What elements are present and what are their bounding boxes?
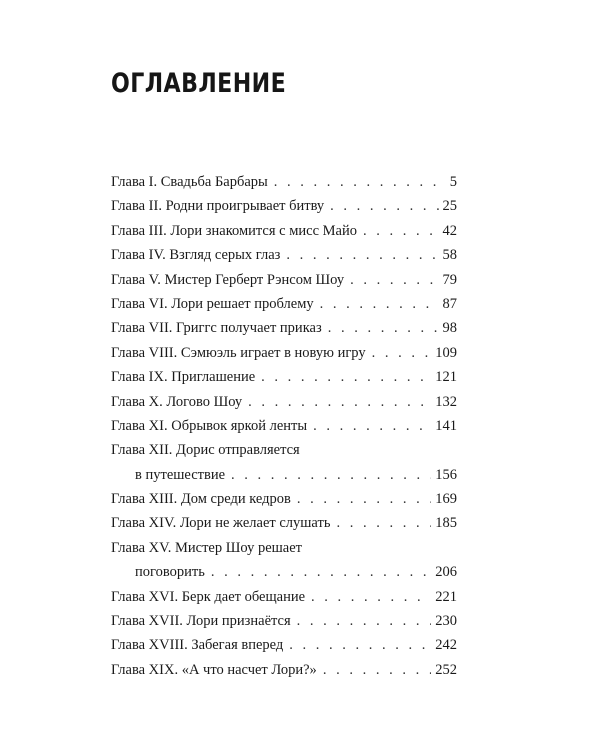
toc-entry-line xyxy=(111,316,457,340)
dot-leader xyxy=(320,292,439,316)
toc-entry[interactable] xyxy=(111,609,457,633)
toc-entry[interactable] xyxy=(111,194,457,218)
toc-entry[interactable] xyxy=(111,390,457,414)
page-number: 109 xyxy=(435,344,457,361)
toc-entry-line xyxy=(111,609,457,633)
toc-entry-continuation-line xyxy=(111,560,457,584)
toc-entry[interactable] xyxy=(111,170,457,194)
chapter-title: Глава II. Родни проигрывает битву xyxy=(111,198,325,215)
dot-leader xyxy=(313,414,431,438)
toc-entry-line xyxy=(111,365,457,389)
toc-entry-line xyxy=(111,633,457,657)
table-of-contents xyxy=(111,170,457,682)
chapter-title: Глава IX. Приглашение xyxy=(111,369,256,386)
chapter-title: Глава XVII. Лори признаётся xyxy=(111,613,291,630)
page-number: 221 xyxy=(435,588,457,605)
toc-entry[interactable] xyxy=(111,633,457,657)
dot-leader xyxy=(297,487,431,511)
chapter-title: Глава XI. Обрывок яркой ленты xyxy=(111,417,308,434)
dot-leader xyxy=(274,170,446,194)
page-number: 206 xyxy=(435,564,457,581)
page-number: 242 xyxy=(435,637,457,654)
toc-entry-line xyxy=(111,390,457,414)
page-number: 79 xyxy=(442,271,457,288)
page-number: 141 xyxy=(435,417,457,434)
toc-entry[interactable] xyxy=(111,511,457,535)
toc-entry[interactable] xyxy=(111,585,457,609)
toc-entry[interactable] xyxy=(111,219,457,243)
page-number: 252 xyxy=(435,661,457,678)
dot-leader xyxy=(289,633,431,657)
dot-leader xyxy=(323,658,431,682)
page-number: 87 xyxy=(442,295,457,312)
toc-entry-line xyxy=(111,487,457,511)
chapter-title: Глава XVI. Берк дает обещание xyxy=(111,588,306,605)
chapter-title: Глава XIV. Лори не желает слушать xyxy=(111,515,331,532)
chapter-title: Глава XVIII. Забегая вперед xyxy=(111,637,284,654)
toc-entry[interactable] xyxy=(111,292,457,316)
toc-entry[interactable] xyxy=(111,243,457,267)
toc-entry-line xyxy=(111,170,457,194)
dot-leader xyxy=(330,194,438,218)
chapter-title: Глава I. Свадьба Барбары xyxy=(111,174,268,190)
toc-entry-line xyxy=(111,219,457,243)
dot-leader xyxy=(336,511,431,535)
chapter-title: Глава III. Лори знакомится с мисс Майо xyxy=(111,222,357,239)
chapter-title: Глава V. Мистер Герберт Рэнсом Шоу xyxy=(111,271,345,288)
page-number: 58 xyxy=(442,247,457,264)
toc-entry-line xyxy=(111,268,457,292)
toc-entry-line xyxy=(111,536,457,560)
toc-entry-line xyxy=(111,438,457,462)
chapter-title: Глава VII. Григгс получает приказ xyxy=(111,320,322,337)
toc-entry-line xyxy=(111,658,457,682)
toc-entry[interactable] xyxy=(111,316,457,340)
page-number: 185 xyxy=(435,515,457,532)
toc-entry-line xyxy=(111,292,457,316)
toc-entry-line xyxy=(111,585,457,609)
dot-leader xyxy=(297,609,432,633)
toc-entry[interactable] xyxy=(111,438,457,487)
page-number: 5 xyxy=(449,174,457,190)
toc-entry[interactable] xyxy=(111,487,457,511)
chapter-title-continuation: в путешествие xyxy=(135,466,226,483)
toc-entry-line xyxy=(111,194,457,218)
chapter-title-continuation: поговорить xyxy=(135,564,205,581)
dot-leader xyxy=(328,316,439,340)
toc-entry[interactable] xyxy=(111,341,457,365)
chapter-title: Глава X. Логово Шоу xyxy=(111,393,243,410)
dot-leader xyxy=(350,268,438,292)
toc-entry[interactable] xyxy=(111,536,457,585)
chapter-title: Глава IV. Взгляд серых глаз xyxy=(111,247,281,264)
dot-leader xyxy=(231,463,431,487)
page-number: 42 xyxy=(442,222,457,239)
dot-leader xyxy=(248,390,431,414)
toc-entry-continuation-line xyxy=(111,463,457,487)
dot-leader xyxy=(211,560,431,584)
toc-entry-line xyxy=(111,511,457,535)
toc-entry[interactable] xyxy=(111,414,457,438)
page-title: ОГЛАВЛЕНИЕ xyxy=(111,68,287,99)
toc-entry[interactable] xyxy=(111,365,457,389)
dot-leader xyxy=(311,585,431,609)
chapter-title: Глава VIII. Сэмюэль играет в новую игру xyxy=(111,344,366,361)
chapter-title: Глава XII. Дорис отправляется xyxy=(111,442,300,459)
page-number: 98 xyxy=(442,320,457,337)
toc-entry[interactable] xyxy=(111,658,457,682)
dot-leader xyxy=(286,243,438,267)
page-number: 121 xyxy=(435,369,457,386)
page-number: 132 xyxy=(435,393,457,410)
page-number: 25 xyxy=(442,198,457,215)
chapter-title: Глава XIII. Дом среди кедров xyxy=(111,491,291,508)
dot-leader xyxy=(372,341,432,365)
page-number: 230 xyxy=(435,613,457,630)
toc-entry-line xyxy=(111,414,457,438)
page-number: 156 xyxy=(435,466,457,483)
dot-leader xyxy=(261,365,431,389)
toc-entry-line xyxy=(111,243,457,267)
dot-leader xyxy=(363,219,439,243)
chapter-title: Глава XIX. «А что насчет Лори?» xyxy=(111,661,317,678)
chapter-title: Глава VI. Лори решает проблему xyxy=(111,295,314,312)
toc-entry-line xyxy=(111,341,457,365)
toc-entry[interactable] xyxy=(111,268,457,292)
chapter-title: Глава XV. Мистер Шоу решает xyxy=(111,539,302,556)
page-number: 169 xyxy=(435,491,457,508)
